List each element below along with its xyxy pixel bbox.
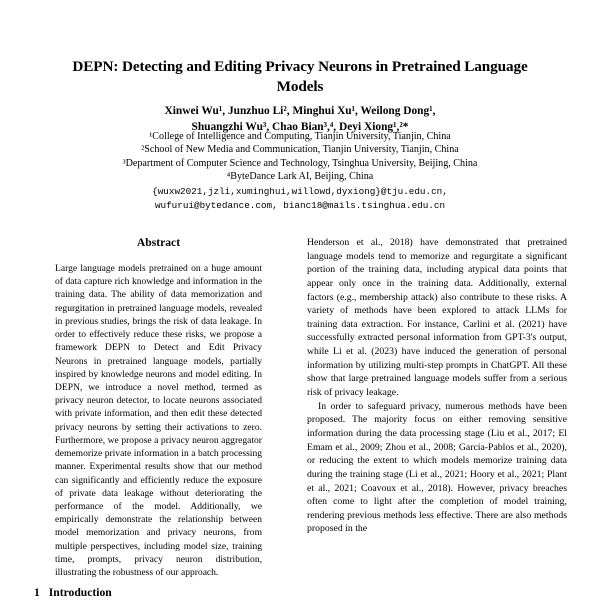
abstract-text: Large language models pretrained on a huge amount of data capture rich knowledge and information in the training data. The ability of data memorization and regurgitation in pretrained language models, revealed in previous studies, brings the risk of data leakage. In order to effectively reduce these risks, we propose a framework DEPN to Detect and Edit Privacy Neurons in pretrained language models, partially inspired by knowledge neurons and model editing. In DEPN, we introduce a novel method, termed as privacy neuron detector, to locate neurons associated with private information, and then edit these detected privacy neurons by setting their activations to zero. Furthermore, we propose a privacy neuron aggregator dememorize private information in a batch processing manner. Experimental results show that our method can significantly and efficiently reduce the exposure of private data leakage without deteriorating the performance of the model. Additionally, we empirically demonstrate the relationship between model memorization and privacy neurons, from multiple perspectives, including model size, training time, prompts, privacy neuron distribution, illustrating the robustness of our approach.	[55, 263, 262, 579]
email-line-1: {wuxw2021,jzli,xuminghui,willowd,dyxiong}@tju.edu.cn,	[152, 186, 448, 197]
contact-emails	[40, 185, 560, 213]
affiliation-1: ¹College of Intelligence and Computing, Tianjin University, Tianjin, China	[149, 131, 451, 142]
email-line-2: wufurui@bytedance.com, bianc18@mails.tsinghua.edu.cn	[154, 199, 446, 211]
left-column	[34, 236, 283, 579]
author-line-2: Shuangzhi Wu³, Chao Bian³,⁴, Deyi Xiong¹,²*	[191, 121, 409, 134]
body-paragraph-2: In order to safeguard privacy, numerous methods have been proposed. The majority focus on either removing sensitive information during the data processing stage (Liu et al., 2017; El Emam et al., 2009; Zhou et al., 2008; García-Pablos et al., 2020), or reducing the extent to which models memorize training data during the training stage (Li et al., 2021; Hoory et al., 2021; Plant et al., 2021; Coavoux et al., 2018). However, privacy breaches often come to light after the completion of model training, rendering previous methods less effective. There are also methods proposed in the	[307, 400, 567, 535]
author-line-1: Xinwei Wu¹, Junzhuo Li², Minghui Xu¹, Weilong Dong¹,	[164, 105, 436, 117]
affiliation-2: ²School of New Media and Communication, Tianjin University, Tianjin, China	[141, 144, 459, 156]
affiliation-3: ³Department of Computer Science and Technology, Tsinghua University, Beijing, China	[122, 157, 478, 169]
page-title: DEPN: Detecting and Editing Privacy Neurons in Pretrained Language Models	[72, 58, 528, 96]
affiliation-list	[40, 130, 560, 183]
section-heading-introduction	[34, 586, 283, 599]
right-column	[307, 236, 567, 536]
body-paragraph-1: Henderson et al., 2018) have demonstrated that pretrained language models tend to memorize and regurgitate a significant portion of the training data, including atypical data points that appear only once in the training data. Additionally, external factors (e.g., membership attack) also contribute to these risks. A variety of methods have been explored to attack LLMs for training data extraction. For instance, Carlini et al. (2021) have successfully extracted personal information from GPT-3's output, while Li et al. (2023) have induced the generation of personal information by utilizing multi-step prompts in ChatGPT. All these show that large pretrained language models suffer from a serious risk of privacy leakage.	[307, 237, 567, 399]
affiliation-4: ⁴ByteDance Lark AI, Beijing, China	[226, 170, 374, 182]
section-title: Introduction	[48, 586, 112, 599]
abstract-heading: Abstract	[136, 236, 181, 249]
section-number: 1	[34, 586, 40, 599]
